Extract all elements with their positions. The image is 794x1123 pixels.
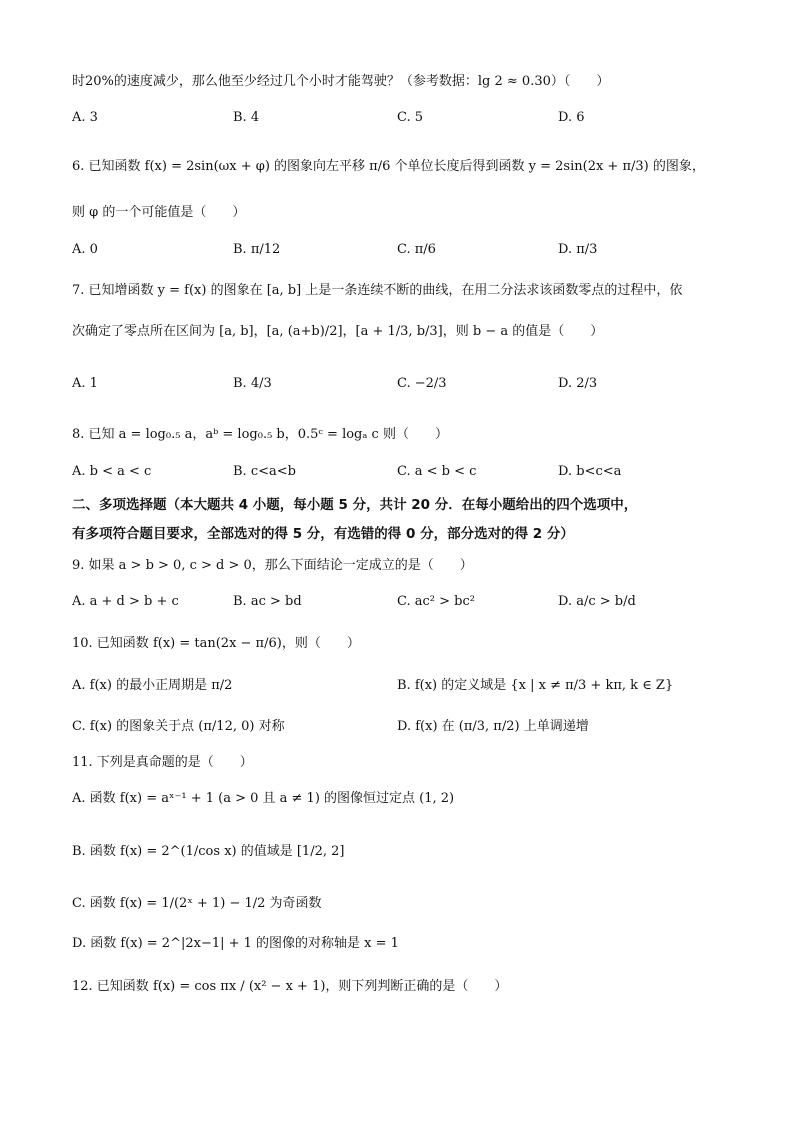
q8-option-b: B. c<a<b — [233, 464, 296, 479]
q6-stem-cont: 则 φ 的一个可能值是（ ） — [72, 205, 246, 220]
q10-option-b: B. f(x) 的定义域是 {x | x ≠ π/3 + kπ, k ∈ Z} — [397, 678, 674, 693]
q5-option-b: B. 4 — [233, 110, 260, 125]
q10-option-a: A. f(x) 的最小正周期是 π/2 — [72, 678, 233, 693]
q6-stem: 6. 已知函数 f(x) = 2sin(ωx + φ) 的图象向左平移 π/6 个单位长度后得到函数 y = 2sin(2x + π/3) 的图象， — [72, 159, 705, 174]
q9-option-a: A. a + d > b + c — [72, 594, 179, 609]
q7-option-c: C. −2/3 — [397, 376, 447, 391]
q11-option-c: C. 函数 f(x) = 1/(2ˣ + 1) − 1/2 为奇函数 — [72, 896, 322, 911]
q10-option-d: D. f(x) 在 (π/3, π/2) 上单调递增 — [397, 719, 589, 734]
q8-option-d: D. b<c<a — [558, 464, 622, 479]
section-2-heading: 二、多项选择题（本大题共 4 小题，每小题 5 分，共计 20 分．在每小题给出的四个选项中， — [72, 497, 638, 513]
q6-option-c: C. π/6 — [397, 242, 436, 257]
q5-option-c: C. 5 — [397, 110, 424, 125]
q5-stem-tail: 时20%的速度减少，那么他至少经过几个小时才能驾驶？（参考数据：lg 2 ≈ 0.30）（ ） — [72, 74, 610, 89]
q9-option-c: C. ac² > bc² — [397, 594, 475, 609]
q5-option-d: D. 6 — [558, 110, 585, 125]
q11-option-a: A. 函数 f(x) = aˣ⁻¹ + 1 (a > 0 且 a ≠ 1) 的图像恒过定点 (1, 2) — [72, 791, 455, 806]
q9-option-d: D. a/c > b/d — [558, 594, 636, 609]
q11-stem: 11. 下列是真命题的是（ ） — [72, 755, 253, 770]
q6-option-a: A. 0 — [72, 242, 98, 257]
section-2-heading-cont: 有多项符合题目要求，全部选对的得 5 分，有选错的得 0 分，部分选对的得 2 分） — [72, 526, 574, 542]
q6-option-d: D. π/3 — [558, 242, 598, 257]
q9-option-b: B. ac > bd — [233, 594, 302, 609]
q7-stem: 7. 已知增函数 y = f(x) 的图象在 [a, b] 上是一条连续不断的曲线，在用二分法求该函数零点的过程中，依 — [72, 283, 683, 298]
q10-option-c: C. f(x) 的图象关于点 (π/12, 0) 对称 — [72, 719, 285, 734]
q8-option-c: C. a < b < c — [397, 464, 477, 479]
q9-stem: 9. 如果 a > b > 0, c > d > 0，那么下面结论一定成立的是（ ） — [72, 558, 473, 573]
q12-stem: 12. 已知函数 f(x) = cos πx / (x² − x + 1)，则下列判断正确的是（ ） — [72, 979, 508, 994]
q11-option-d: D. 函数 f(x) = 2^|2x−1| + 1 的图像的对称轴是 x = 1 — [72, 936, 399, 951]
q8-option-a: A. b < a < c — [72, 464, 152, 479]
q7-option-d: D. 2/3 — [558, 376, 598, 391]
q10-stem: 10. 已知函数 f(x) = tan(2x − π/6)，则（ ） — [72, 636, 360, 651]
q7-option-b: B. 4/3 — [233, 376, 272, 391]
q7-option-a: A. 1 — [72, 376, 98, 391]
q6-option-b: B. π/12 — [233, 242, 281, 257]
q5-option-a: A. 3 — [72, 110, 98, 125]
q11-option-b: B. 函数 f(x) = 2^(1/cos x) 的值域是 [1/2, 2] — [72, 844, 345, 859]
q8-stem: 8. 已知 a = log₀.₅ a，aᵇ = log₀.₅ b，0.5ᶜ = logₐ c 则（ ） — [72, 427, 448, 442]
q7-stem-cont: 次确定了零点所在区间为 [a, b]，[a, (a+b)/2]，[a + 1/3, b/3]，则 b − a 的值是（ ） — [72, 324, 604, 339]
